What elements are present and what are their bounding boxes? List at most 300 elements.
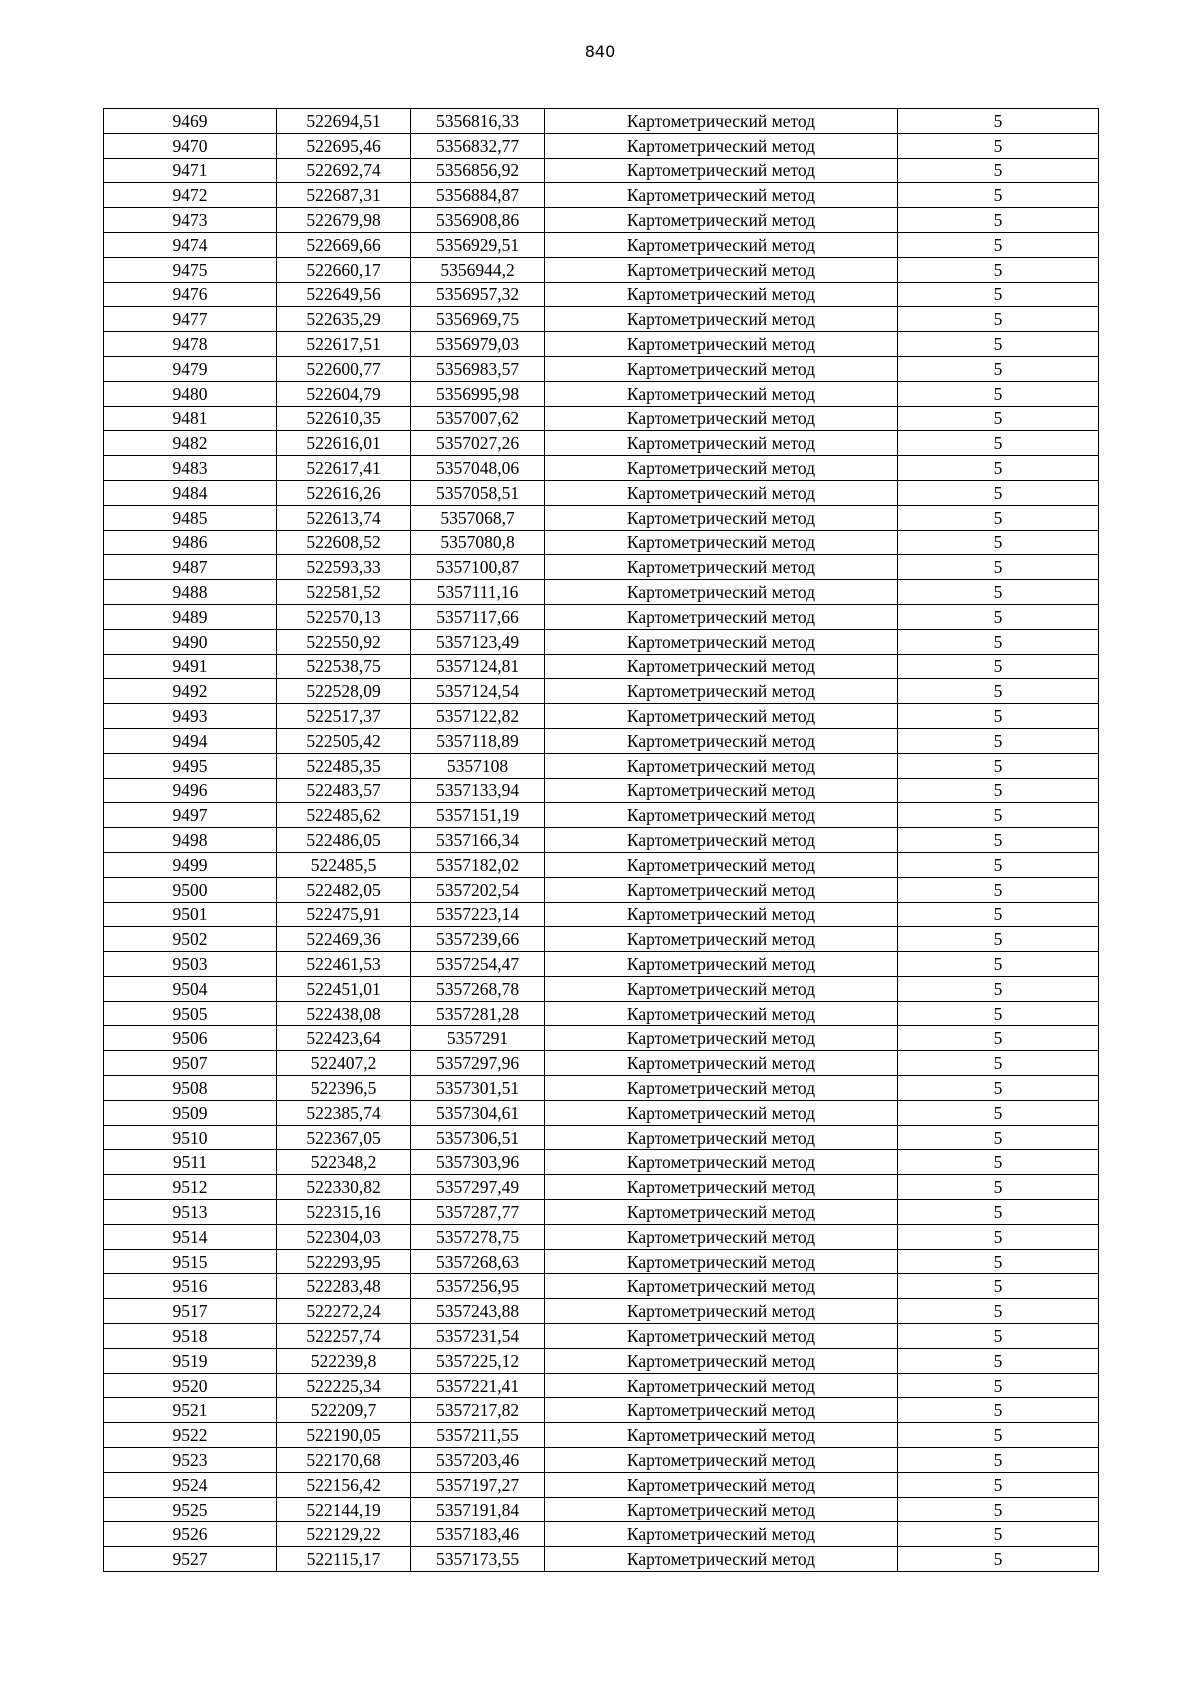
- accuracy-cell: 5: [898, 1547, 1099, 1572]
- x-coordinate-cell: 522190,05: [277, 1423, 411, 1448]
- point-number-cell: 9500: [104, 877, 277, 902]
- method-cell: Картометрический метод: [545, 480, 898, 505]
- method-cell: Картометрический метод: [545, 1200, 898, 1225]
- y-coordinate-cell: 5357268,63: [411, 1249, 545, 1274]
- point-number-cell: 9502: [104, 927, 277, 952]
- accuracy-cell: 5: [898, 778, 1099, 803]
- point-number-cell: 9495: [104, 753, 277, 778]
- method-cell: Картометрический метод: [545, 431, 898, 456]
- x-coordinate-cell: 522600,77: [277, 356, 411, 381]
- point-number-cell: 9494: [104, 728, 277, 753]
- x-coordinate-cell: 522660,17: [277, 257, 411, 282]
- method-cell: Картометрический метод: [545, 282, 898, 307]
- method-cell: Картометрический метод: [545, 332, 898, 357]
- accuracy-cell: 5: [898, 431, 1099, 456]
- table-row: [104, 1348, 1099, 1373]
- y-coordinate-cell: 5357254,47: [411, 952, 545, 977]
- point-number-cell: 9473: [104, 208, 277, 233]
- x-coordinate-cell: 522225,34: [277, 1373, 411, 1398]
- y-coordinate-cell: 5356816,33: [411, 109, 545, 134]
- x-coordinate-cell: 522617,41: [277, 456, 411, 481]
- point-number-cell: 9479: [104, 356, 277, 381]
- x-coordinate-cell: 522695,46: [277, 133, 411, 158]
- accuracy-cell: 5: [898, 828, 1099, 853]
- y-coordinate-cell: 5356908,86: [411, 208, 545, 233]
- method-cell: Картометрический метод: [545, 1274, 898, 1299]
- x-coordinate-cell: 522528,09: [277, 679, 411, 704]
- accuracy-cell: 5: [898, 109, 1099, 134]
- method-cell: Картометрический метод: [545, 257, 898, 282]
- accuracy-cell: 5: [898, 654, 1099, 679]
- point-number-cell: 9525: [104, 1497, 277, 1522]
- accuracy-cell: 5: [898, 332, 1099, 357]
- table-row: [104, 1051, 1099, 1076]
- point-number-cell: 9496: [104, 778, 277, 803]
- method-cell: Картометрический метод: [545, 1373, 898, 1398]
- method-cell: Картометрический метод: [545, 1076, 898, 1101]
- y-coordinate-cell: 5356944,2: [411, 257, 545, 282]
- x-coordinate-cell: 522679,98: [277, 208, 411, 233]
- y-coordinate-cell: 5357306,51: [411, 1125, 545, 1150]
- accuracy-cell: 5: [898, 208, 1099, 233]
- coordinates-table: [103, 108, 1099, 1572]
- method-cell: Картометрический метод: [545, 456, 898, 481]
- x-coordinate-cell: 522209,7: [277, 1398, 411, 1423]
- table-row: [104, 232, 1099, 257]
- table-row: [104, 580, 1099, 605]
- table-row: [104, 1150, 1099, 1175]
- accuracy-cell: 5: [898, 1522, 1099, 1547]
- table-row: [104, 1076, 1099, 1101]
- method-cell: Картометрический метод: [545, 109, 898, 134]
- accuracy-cell: 5: [898, 580, 1099, 605]
- accuracy-cell: 5: [898, 1224, 1099, 1249]
- point-number-cell: 9521: [104, 1398, 277, 1423]
- accuracy-cell: 5: [898, 604, 1099, 629]
- x-coordinate-cell: 522669,66: [277, 232, 411, 257]
- accuracy-cell: 5: [898, 1324, 1099, 1349]
- x-coordinate-cell: 522283,48: [277, 1274, 411, 1299]
- accuracy-cell: 5: [898, 307, 1099, 332]
- y-coordinate-cell: 5357256,95: [411, 1274, 545, 1299]
- x-coordinate-cell: 522156,42: [277, 1472, 411, 1497]
- table-row: [104, 530, 1099, 555]
- point-number-cell: 9523: [104, 1448, 277, 1473]
- accuracy-cell: 5: [898, 183, 1099, 208]
- x-coordinate-cell: 522451,01: [277, 976, 411, 1001]
- y-coordinate-cell: 5357111,16: [411, 580, 545, 605]
- x-coordinate-cell: 522610,35: [277, 406, 411, 431]
- table-row: [104, 505, 1099, 530]
- x-coordinate-cell: 522485,5: [277, 852, 411, 877]
- y-coordinate-cell: 5356969,75: [411, 307, 545, 332]
- x-coordinate-cell: 522687,31: [277, 183, 411, 208]
- table-row: [104, 1547, 1099, 1572]
- x-coordinate-cell: 522485,35: [277, 753, 411, 778]
- method-cell: Картометрический метод: [545, 1423, 898, 1448]
- x-coordinate-cell: 522272,24: [277, 1299, 411, 1324]
- table-row: [104, 852, 1099, 877]
- table-row: [104, 1423, 1099, 1448]
- accuracy-cell: 5: [898, 480, 1099, 505]
- point-number-cell: 9519: [104, 1348, 277, 1373]
- point-number-cell: 9499: [104, 852, 277, 877]
- x-coordinate-cell: 522505,42: [277, 728, 411, 753]
- method-cell: Картометрический метод: [545, 753, 898, 778]
- y-coordinate-cell: 5357303,96: [411, 1150, 545, 1175]
- page-number: 840: [584, 42, 616, 61]
- point-number-cell: 9483: [104, 456, 277, 481]
- x-coordinate-cell: 522469,36: [277, 927, 411, 952]
- accuracy-cell: 5: [898, 257, 1099, 282]
- method-cell: Картометрический метод: [545, 232, 898, 257]
- accuracy-cell: 5: [898, 1373, 1099, 1398]
- point-number-cell: 9476: [104, 282, 277, 307]
- table-row: [104, 654, 1099, 679]
- method-cell: Картометрический метод: [545, 604, 898, 629]
- table-row: [104, 208, 1099, 233]
- table-row: [104, 1100, 1099, 1125]
- accuracy-cell: 5: [898, 679, 1099, 704]
- x-coordinate-cell: 522486,05: [277, 828, 411, 853]
- point-number-cell: 9478: [104, 332, 277, 357]
- accuracy-cell: 5: [898, 456, 1099, 481]
- point-number-cell: 9513: [104, 1200, 277, 1225]
- y-coordinate-cell: 5357183,46: [411, 1522, 545, 1547]
- y-coordinate-cell: 5357268,78: [411, 976, 545, 1001]
- point-number-cell: 9491: [104, 654, 277, 679]
- x-coordinate-cell: 522616,26: [277, 480, 411, 505]
- y-coordinate-cell: 5357197,27: [411, 1472, 545, 1497]
- method-cell: Картометрический метод: [545, 1051, 898, 1076]
- table-row: [104, 1224, 1099, 1249]
- accuracy-cell: 5: [898, 1497, 1099, 1522]
- point-number-cell: 9477: [104, 307, 277, 332]
- point-number-cell: 9512: [104, 1175, 277, 1200]
- method-cell: Картометрический метод: [545, 728, 898, 753]
- accuracy-cell: 5: [898, 1125, 1099, 1150]
- x-coordinate-cell: 522461,53: [277, 952, 411, 977]
- method-cell: Картометрический метод: [545, 555, 898, 580]
- accuracy-cell: 5: [898, 505, 1099, 530]
- accuracy-cell: 5: [898, 1051, 1099, 1076]
- method-cell: Картометрический метод: [545, 530, 898, 555]
- method-cell: Картометрический метод: [545, 902, 898, 927]
- accuracy-cell: 5: [898, 406, 1099, 431]
- table-row: [104, 555, 1099, 580]
- y-coordinate-cell: 5357007,62: [411, 406, 545, 431]
- method-cell: Картометрический метод: [545, 580, 898, 605]
- method-cell: Картометрический метод: [545, 952, 898, 977]
- table-row: [104, 431, 1099, 456]
- y-coordinate-cell: 5357287,77: [411, 1200, 545, 1225]
- table-row: [104, 1001, 1099, 1026]
- method-cell: Картометрический метод: [545, 1150, 898, 1175]
- table-row: [104, 877, 1099, 902]
- y-coordinate-cell: 5357117,66: [411, 604, 545, 629]
- x-coordinate-cell: 522367,05: [277, 1125, 411, 1150]
- accuracy-cell: 5: [898, 803, 1099, 828]
- x-coordinate-cell: 522144,19: [277, 1497, 411, 1522]
- table-row: [104, 1522, 1099, 1547]
- accuracy-cell: 5: [898, 1274, 1099, 1299]
- method-cell: Картометрический метод: [545, 1448, 898, 1473]
- accuracy-cell: 5: [898, 1150, 1099, 1175]
- method-cell: Картометрический метод: [545, 877, 898, 902]
- method-cell: Картометрический метод: [545, 1249, 898, 1274]
- accuracy-cell: 5: [898, 1100, 1099, 1125]
- point-number-cell: 9492: [104, 679, 277, 704]
- x-coordinate-cell: 522692,74: [277, 158, 411, 183]
- table-row: [104, 952, 1099, 977]
- point-number-cell: 9527: [104, 1547, 277, 1572]
- accuracy-cell: 5: [898, 1175, 1099, 1200]
- y-coordinate-cell: 5357231,54: [411, 1324, 545, 1349]
- y-coordinate-cell: 5357173,55: [411, 1547, 545, 1572]
- table-row: [104, 728, 1099, 753]
- point-number-cell: 9488: [104, 580, 277, 605]
- x-coordinate-cell: 522239,8: [277, 1348, 411, 1373]
- x-coordinate-cell: 522608,52: [277, 530, 411, 555]
- method-cell: Картометрический метод: [545, 1224, 898, 1249]
- point-number-cell: 9470: [104, 133, 277, 158]
- table-row: [104, 1472, 1099, 1497]
- table-row: [104, 332, 1099, 357]
- y-coordinate-cell: 5357124,81: [411, 654, 545, 679]
- x-coordinate-cell: 522617,51: [277, 332, 411, 357]
- point-number-cell: 9490: [104, 629, 277, 654]
- point-number-cell: 9524: [104, 1472, 277, 1497]
- point-number-cell: 9474: [104, 232, 277, 257]
- table-row: [104, 828, 1099, 853]
- x-coordinate-cell: 522315,16: [277, 1200, 411, 1225]
- accuracy-cell: 5: [898, 1423, 1099, 1448]
- y-coordinate-cell: 5357301,51: [411, 1076, 545, 1101]
- table-row: [104, 1373, 1099, 1398]
- accuracy-cell: 5: [898, 952, 1099, 977]
- method-cell: Картометрический метод: [545, 208, 898, 233]
- table-row: [104, 1175, 1099, 1200]
- point-number-cell: 9471: [104, 158, 277, 183]
- accuracy-cell: 5: [898, 1448, 1099, 1473]
- point-number-cell: 9514: [104, 1224, 277, 1249]
- method-cell: Картометрический метод: [545, 1348, 898, 1373]
- point-number-cell: 9489: [104, 604, 277, 629]
- x-coordinate-cell: 522423,64: [277, 1026, 411, 1051]
- x-coordinate-cell: 522438,08: [277, 1001, 411, 1026]
- method-cell: Картометрический метод: [545, 679, 898, 704]
- accuracy-cell: 5: [898, 555, 1099, 580]
- y-coordinate-cell: 5357080,8: [411, 530, 545, 555]
- coordinates-table-body: [104, 109, 1099, 1572]
- x-coordinate-cell: 522517,37: [277, 704, 411, 729]
- accuracy-cell: 5: [898, 530, 1099, 555]
- x-coordinate-cell: 522694,51: [277, 109, 411, 134]
- y-coordinate-cell: 5357068,7: [411, 505, 545, 530]
- y-coordinate-cell: 5357281,28: [411, 1001, 545, 1026]
- point-number-cell: 9469: [104, 109, 277, 134]
- method-cell: Картометрический метод: [545, 828, 898, 853]
- accuracy-cell: 5: [898, 1348, 1099, 1373]
- point-number-cell: 9482: [104, 431, 277, 456]
- y-coordinate-cell: 5357297,49: [411, 1175, 545, 1200]
- method-cell: Картометрический метод: [545, 1324, 898, 1349]
- y-coordinate-cell: 5357122,82: [411, 704, 545, 729]
- point-number-cell: 9475: [104, 257, 277, 282]
- x-coordinate-cell: 522570,13: [277, 604, 411, 629]
- accuracy-cell: 5: [898, 877, 1099, 902]
- y-coordinate-cell: 5357124,54: [411, 679, 545, 704]
- x-coordinate-cell: 522635,29: [277, 307, 411, 332]
- point-number-cell: 9486: [104, 530, 277, 555]
- accuracy-cell: 5: [898, 1200, 1099, 1225]
- method-cell: Картометрический метод: [545, 1472, 898, 1497]
- y-coordinate-cell: 5357191,84: [411, 1497, 545, 1522]
- method-cell: Картометрический метод: [545, 356, 898, 381]
- table-row: [104, 282, 1099, 307]
- point-number-cell: 9508: [104, 1076, 277, 1101]
- x-coordinate-cell: 522604,79: [277, 381, 411, 406]
- method-cell: Картометрический метод: [545, 381, 898, 406]
- x-coordinate-cell: 522613,74: [277, 505, 411, 530]
- method-cell: Картометрический метод: [545, 1100, 898, 1125]
- method-cell: Картометрический метод: [545, 852, 898, 877]
- table-row: [104, 158, 1099, 183]
- y-coordinate-cell: 5357048,06: [411, 456, 545, 481]
- point-number-cell: 9485: [104, 505, 277, 530]
- method-cell: Картометрический метод: [545, 1299, 898, 1324]
- table-row: [104, 381, 1099, 406]
- point-number-cell: 9501: [104, 902, 277, 927]
- point-number-cell: 9510: [104, 1125, 277, 1150]
- method-cell: Картометрический метод: [545, 976, 898, 1001]
- x-coordinate-cell: 522330,82: [277, 1175, 411, 1200]
- accuracy-cell: 5: [898, 976, 1099, 1001]
- x-coordinate-cell: 522482,05: [277, 877, 411, 902]
- accuracy-cell: 5: [898, 629, 1099, 654]
- table-row: [104, 927, 1099, 952]
- y-coordinate-cell: 5357118,89: [411, 728, 545, 753]
- x-coordinate-cell: 522115,17: [277, 1547, 411, 1572]
- y-coordinate-cell: 5357123,49: [411, 629, 545, 654]
- y-coordinate-cell: 5356995,98: [411, 381, 545, 406]
- table-row: [104, 629, 1099, 654]
- x-coordinate-cell: 522649,56: [277, 282, 411, 307]
- accuracy-cell: 5: [898, 282, 1099, 307]
- y-coordinate-cell: 5357211,55: [411, 1423, 545, 1448]
- method-cell: Картометрический метод: [545, 158, 898, 183]
- y-coordinate-cell: 5357202,54: [411, 877, 545, 902]
- point-number-cell: 9472: [104, 183, 277, 208]
- method-cell: Картометрический метод: [545, 133, 898, 158]
- point-number-cell: 9518: [104, 1324, 277, 1349]
- table-row: [104, 356, 1099, 381]
- method-cell: Картометрический метод: [545, 1547, 898, 1572]
- table-row: [104, 133, 1099, 158]
- point-number-cell: 9517: [104, 1299, 277, 1324]
- method-cell: Картометрический метод: [545, 803, 898, 828]
- y-coordinate-cell: 5357151,19: [411, 803, 545, 828]
- y-coordinate-cell: 5357278,75: [411, 1224, 545, 1249]
- y-coordinate-cell: 5356957,32: [411, 282, 545, 307]
- point-number-cell: 9507: [104, 1051, 277, 1076]
- point-number-cell: 9493: [104, 704, 277, 729]
- accuracy-cell: 5: [898, 381, 1099, 406]
- table-row: [104, 679, 1099, 704]
- x-coordinate-cell: 522129,22: [277, 1522, 411, 1547]
- table-row: [104, 976, 1099, 1001]
- method-cell: Картометрический метод: [545, 654, 898, 679]
- point-number-cell: 9522: [104, 1423, 277, 1448]
- table-row: [104, 1274, 1099, 1299]
- y-coordinate-cell: 5357223,14: [411, 902, 545, 927]
- accuracy-cell: 5: [898, 1026, 1099, 1051]
- table-row: [104, 1249, 1099, 1274]
- point-number-cell: 9526: [104, 1522, 277, 1547]
- y-coordinate-cell: 5356979,03: [411, 332, 545, 357]
- y-coordinate-cell: 5356929,51: [411, 232, 545, 257]
- accuracy-cell: 5: [898, 133, 1099, 158]
- point-number-cell: 9497: [104, 803, 277, 828]
- table-row: [104, 109, 1099, 134]
- y-coordinate-cell: 5357304,61: [411, 1100, 545, 1125]
- accuracy-cell: 5: [898, 1398, 1099, 1423]
- point-number-cell: 9503: [104, 952, 277, 977]
- method-cell: Картометрический метод: [545, 1175, 898, 1200]
- method-cell: Картометрический метод: [545, 1522, 898, 1547]
- y-coordinate-cell: 5356884,87: [411, 183, 545, 208]
- point-number-cell: 9480: [104, 381, 277, 406]
- table-row: [104, 183, 1099, 208]
- y-coordinate-cell: 5357225,12: [411, 1348, 545, 1373]
- table-row: [104, 1125, 1099, 1150]
- table-row: [104, 1200, 1099, 1225]
- accuracy-cell: 5: [898, 728, 1099, 753]
- accuracy-cell: 5: [898, 356, 1099, 381]
- table-row: [104, 456, 1099, 481]
- method-cell: Картометрический метод: [545, 1001, 898, 1026]
- table-row: [104, 1026, 1099, 1051]
- point-number-cell: 9504: [104, 976, 277, 1001]
- method-cell: Картометрический метод: [545, 1497, 898, 1522]
- point-number-cell: 9509: [104, 1100, 277, 1125]
- y-coordinate-cell: 5357217,82: [411, 1398, 545, 1423]
- method-cell: Картометрический метод: [545, 1125, 898, 1150]
- x-coordinate-cell: 522304,03: [277, 1224, 411, 1249]
- accuracy-cell: 5: [898, 927, 1099, 952]
- x-coordinate-cell: 522616,01: [277, 431, 411, 456]
- table-row: [104, 480, 1099, 505]
- y-coordinate-cell: 5357291: [411, 1026, 545, 1051]
- x-coordinate-cell: 522348,2: [277, 1150, 411, 1175]
- x-coordinate-cell: 522485,62: [277, 803, 411, 828]
- point-number-cell: 9516: [104, 1274, 277, 1299]
- method-cell: Картометрический метод: [545, 183, 898, 208]
- x-coordinate-cell: 522538,75: [277, 654, 411, 679]
- y-coordinate-cell: 5356983,57: [411, 356, 545, 381]
- table-row: [104, 406, 1099, 431]
- point-number-cell: 9487: [104, 555, 277, 580]
- y-coordinate-cell: 5356832,77: [411, 133, 545, 158]
- point-number-cell: 9506: [104, 1026, 277, 1051]
- y-coordinate-cell: 5357027,26: [411, 431, 545, 456]
- y-coordinate-cell: 5357058,51: [411, 480, 545, 505]
- x-coordinate-cell: 522257,74: [277, 1324, 411, 1349]
- method-cell: Картометрический метод: [545, 1026, 898, 1051]
- method-cell: Картометрический метод: [545, 307, 898, 332]
- table-row: [104, 1448, 1099, 1473]
- y-coordinate-cell: 5357243,88: [411, 1299, 545, 1324]
